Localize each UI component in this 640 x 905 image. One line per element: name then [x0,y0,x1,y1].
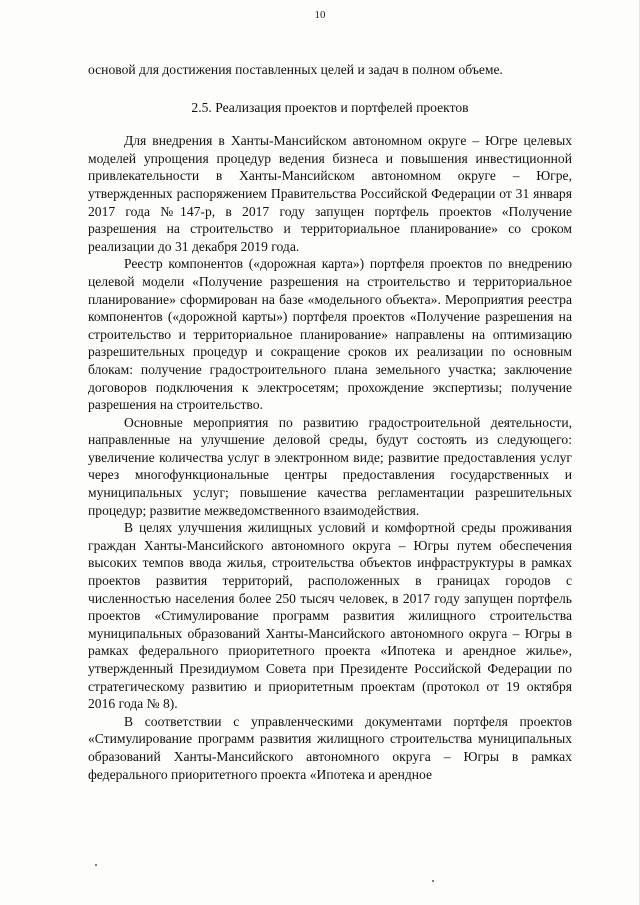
paragraph-5: В соответствии с управленческими документами портфеля проектов «Стимулирование программ развития жилищного строительства муниципальных образований Ханты-Мансийского автономного округа – Югры в рамках федерального приоритетного проекта «Ипотека и арендное [88,713,572,782]
section-heading: 2.5. Реализация проектов и портфелей проектов [191,99,469,115]
paragraph-1: Для внедрения в Ханты-Мансийском автономном округе – Югре целевых моделей упрощения процедур ведения бизнеса и повышения инвестиционной привлекательности в Ханты-Мансийском автономном округе – Югре, утвержденных распоряжением Правительства Российской Федерации от 31 января 2017 года №147-р, в 2017 году запущен портфель проектов «Получение разрешения на строительство и территориальное планирование» со сроком реализации до 31 декабря 2019 года. [88,133,572,254]
scan-speck [432,880,434,882]
lead-line: основой для достижения поставленных целей и задач в полном объеме. [88,62,503,77]
paragraph-3: Основные мероприятия по развитию градостроительной деятельности, направленные на улучшение деловой среды, будут состоять из следующего: увеличение количества услуг в электронном виде; развитие предоставления услуг через многофункциональные центры предоставления государственных и муниципальных услуг; повышение качества регламентации разрешительных процедур; развитие межведомственного взаимодействия. [88,414,572,518]
scan-speck [95,864,97,866]
paragraph-2: Реестр компонентов («дорожная карта») портфеля проектов по внедрению целевой модели «Получение разрешения на строительство и территориальное планирование» сформирован на базе «модельного объекта». Мероприятия реестра компонентов («дорожной карты») портфеля проектов «Получение разрешения на строительство и территориальное планирование» направлены на оптимизацию разрешительных процедур и сокращение сроков их реализации по основным блокам: получение градостроительного плана земельного участка; заключение договоров подключения к электросетям; прохождение экспертизы; получение разрешения на строительство. [88,256,572,413]
page-number: 10 [314,9,326,21]
page-content [88,61,572,783]
paragraph-4: В целях улучшения жилищных условий и комфортной среды проживания граждан Ханты-Мансийского автономного округа – Югры путем обеспечения высоких темпов ввода жилья, строительства объектов инфраструктуры в рамках проектов развития территорий, расположенных в границах городов с численностью населения более 250 тысяч человек, в 2017 году запущен портфель проектов «Стимулирование программ развития жилищного строительства муниципальных образований Ханты-Мансийского автономного округа – Югры в рамках федерального приоритетного проекта «Ипотека и арендное жилье», утвержденный Президиумом Совета при Президенте Российской Федерации по стратегическому развитию и приоритетным проектам (протокол от 19 октября 2016 года № 8). [88,520,572,712]
